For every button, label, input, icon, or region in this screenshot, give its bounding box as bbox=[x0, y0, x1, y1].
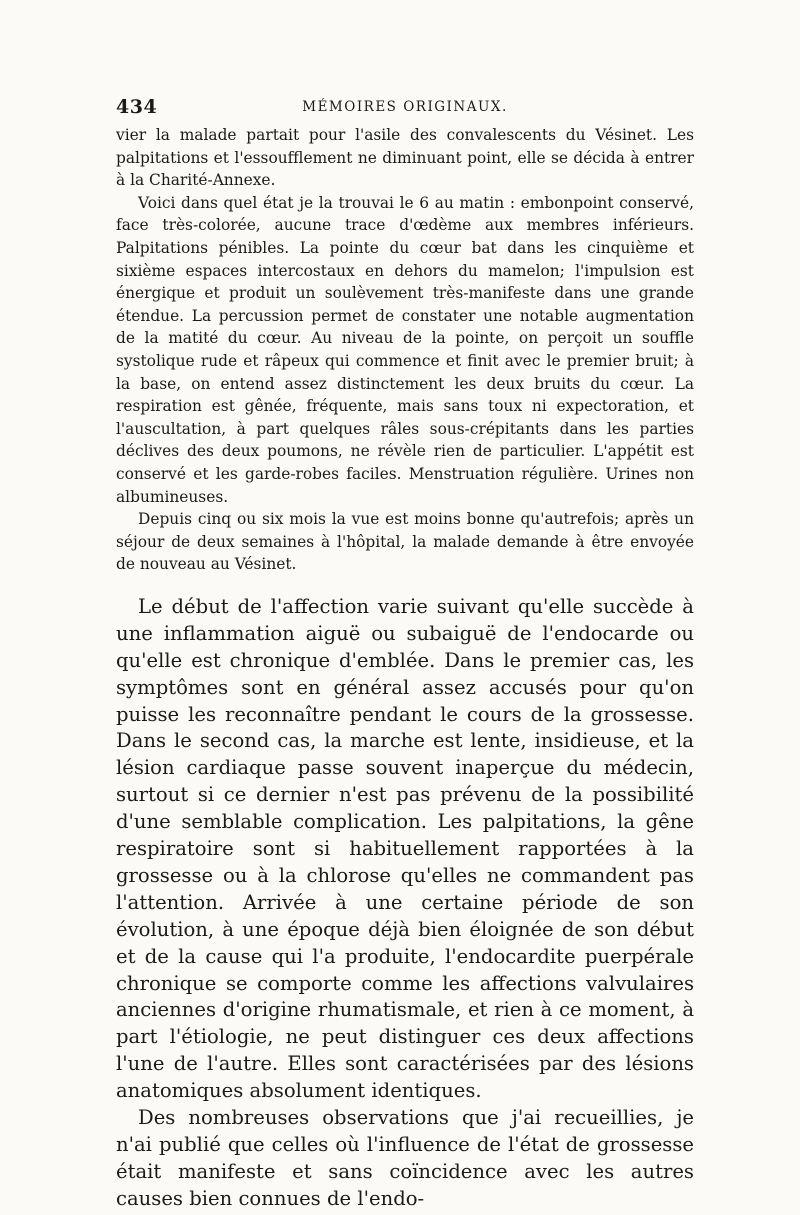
running-header bbox=[116, 96, 694, 124]
running-title: MÉMOIRES ORIGINAUX. bbox=[302, 99, 508, 115]
observation-paragraph-continued: vier la malade partait pour l'asile des convalescents du Vésinet. Les palpitations et l'essoufflement ne diminuant point, elle se décida à entrer à la Charité-Annexe. bbox=[116, 126, 694, 190]
body-paragraph-onset: Le début de l'affection varie suivant qu'elle succède à une inflammation aiguë ou subaiguë de l'endocarde ou qu'elle est chronique d'emblée. Dans le premier cas, les symptômes sont en général assez accusés pour qu'on puisse les reconnaître pendant le cours de la grossesse. Dans le second cas, la marche est lente, insidieuse, et la lésion cardiaque passe souvent inaperçue du médecin, surtout si ce dernier n'est pas prévenu de la possibilité d'une semblable complication. Les palpitations, la gêne respiratoire sont si habituellement rapportées à la grossesse ou à la chlorose qu'elles ne commandent pas l'attention. Arrivée à une certaine période de son évolution, à une époque déjà bien éloignée de son début et de la cause qui l'a produite, l'endocardite puerpérale chronique se comporte comme les affections valvulaires anciennes d'origine rhumatismale, et rien à ce moment, à part l'étiologie, ne peut distinguer ces deux affections l'une de l'autre. Elles sont caractérisées par des lésions anatomiques absolument identiques. bbox=[116, 594, 694, 1103]
body-paragraph-observations: Des nombreuses observations que j'ai recueillies, je n'ai publié que celles où l'influence de l'état de grossesse était manifeste et sans coïncidence avec les autres causes bien connues de l'endo- bbox=[116, 1106, 694, 1210]
main-text bbox=[116, 594, 694, 1213]
book-page bbox=[116, 96, 694, 1213]
page-number: 434 bbox=[116, 96, 158, 118]
observation-paragraph-exam: Voici dans quel état je la trouvai le 6 au matin : embonpoint conservé, face très-colorée, aucune trace d'œdème aux membres inférieurs. Palpitations pénibles. La pointe du cœur bat dans les cinquième et sixième espaces intercostaux en dehors du mamelon; l'impulsion est énergique et produit un soulèvement très-manifeste dans une grande étendue. La percussion permet de constater une notable augmentation de la matité du cœur. Au niveau de la pointe, on perçoit un souffle systolique rude et râpeux qui commence et finit avec le premier bruit; à la base, on entend assez distinctement les deux bruits du cœur. La respiration est gênée, fréquente, mais sans toux ni expectoration, et l'auscultation, à part quelques râles sous-crépitants dans les parties déclives des deux poumons, ne révèle rien de particulier. L'appétit est conservé et les garde-robes faciles. Menstruation régulière. Urines non albumineuses. bbox=[116, 193, 694, 506]
observation-paragraph-outcome: Depuis cinq ou six mois la vue est moins bonne qu'autrefois; après un séjour de deux semaines à l'hôpital, la malade demande à être envoyée de nouveau au Vésinet. bbox=[116, 510, 694, 574]
observation-text bbox=[116, 124, 694, 576]
